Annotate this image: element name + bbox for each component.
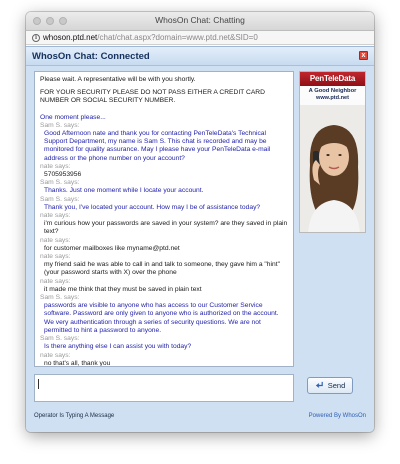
ad-banner[interactable] <box>299 71 366 233</box>
security-notice: FOR YOUR SECURITY PLEASE DO NOT PASS EITHER A CREDIT CARD NUMBER OR SOCIAL SECURITY NUMBER. <box>40 89 265 105</box>
operator-message: Thank you, I've located your account. How may I be of assistance today? <box>44 203 261 211</box>
message-speaker: nate says: <box>40 212 71 220</box>
message-speaker: Sam S. says: <box>40 179 80 187</box>
address-bar[interactable] <box>26 31 374 45</box>
brand-logo: PenTeleData <box>300 72 365 86</box>
message-speaker: nate says: <box>40 253 71 261</box>
operator-message: Thanks. Just one moment while I locate your account. <box>44 187 204 195</box>
message-speaker: nate says: <box>40 236 71 244</box>
ad-url: www.ptd.net <box>315 95 350 101</box>
url-path: /chat/chat.aspx?domain=www.ptd.net&SID=0 <box>97 33 258 42</box>
url-host: whoson.ptd.net <box>43 33 98 42</box>
operator-message: passwords are visible to anyone who has access to our Customer Service software. Password are only given to anyone who is authorized on the account. We very authentication through a series of security questions. We are not permitted to hint a password to anyone. <box>44 302 279 334</box>
send-label: Send <box>327 381 346 390</box>
window-titlebar <box>26 12 374 31</box>
message-speaker: nate says: <box>40 162 71 170</box>
text-caret <box>38 379 39 389</box>
send-arrow-icon <box>315 381 324 390</box>
visitor-message: it made me think that they must be saved in plain text <box>44 285 202 293</box>
message-list <box>40 122 288 367</box>
visitor-message: 5705953956 <box>44 171 82 179</box>
system-message: One moment please... <box>40 113 106 121</box>
visitor-message: for customer mailboxes like myname@ptd.net <box>44 244 180 252</box>
powered-by-link[interactable]: Powered By WhosOn <box>308 413 366 419</box>
ad-photo <box>300 105 366 233</box>
typing-status: Operator Is Typing A Message <box>34 413 115 419</box>
message-speaker: Sam S. says: <box>40 294 80 302</box>
visitor-message: no that's all, thank you <box>44 359 111 367</box>
browser-window <box>26 12 374 432</box>
message-speaker: nate says: <box>40 277 71 285</box>
status-bar <box>26 409 374 423</box>
app-header <box>26 47 374 66</box>
visitor-message: my friend said he was able to call in and talk to someone, they gave him a "hint" (your password starts with X) over the phone <box>44 261 280 277</box>
app-title: WhosOn Chat: Connected <box>32 51 150 62</box>
close-chat-button[interactable]: x <box>359 51 368 60</box>
message-speaker: Sam S. says: <box>40 335 80 343</box>
send-button[interactable] <box>307 377 353 394</box>
ad-tagline: A Good Neighbor <box>308 88 357 94</box>
info-icon[interactable]: i <box>32 34 40 42</box>
chat-app <box>26 46 374 432</box>
visitor-message: i'm curious how your passwords are saved in your system? are they saved in plain text? <box>44 220 288 236</box>
operator-message: Good Afternoon nate and thank you for contacting PenTeleData's Technical Support Department, my name is Sam S. This chat is recorded and may be monitored for quality assurance. May I please have your PenTeleData e-mail address or the phone number on your account? <box>44 130 271 162</box>
operator-message: Is there anything else I can assist you with today? <box>44 343 192 351</box>
message-speaker: Sam S. says: <box>40 121 80 129</box>
chat-transcript[interactable] <box>34 71 294 367</box>
wait-notice: Please wait. A representative will be with you shortly. <box>40 76 196 83</box>
message-speaker: Sam S. says: <box>40 195 80 203</box>
message-input[interactable] <box>34 374 294 402</box>
window-title: WhosOn Chat: Chatting <box>155 15 245 25</box>
message-speaker: nate says: <box>40 351 71 359</box>
